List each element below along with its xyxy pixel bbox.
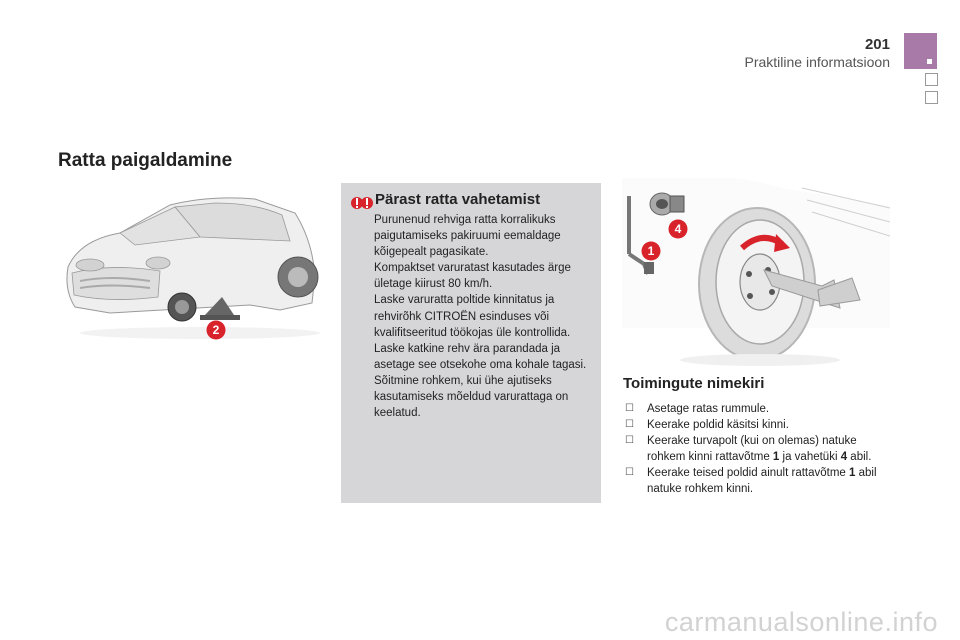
chapter-tab[interactable] [925, 91, 938, 104]
warning-icon [351, 193, 373, 213]
watermark: carmanualsonline.info [664, 607, 938, 637]
warning-title: Pärast ratta vahetamist [375, 191, 541, 208]
checkbox-icon: ☐ [625, 435, 634, 446]
callout-label: 2 [212, 323, 220, 338]
callout-1-icon [641, 241, 661, 261]
callout-4-icon [668, 219, 688, 239]
callout-label: 1 [647, 244, 655, 259]
chapter-tab[interactable] [925, 73, 938, 86]
page-title: Ratta paigaldamine [58, 150, 233, 171]
list-item: ☐ Asetage ratas rummule. [625, 403, 770, 415]
page-number: 201 [864, 36, 890, 53]
checkbox-icon: ☐ [625, 467, 634, 478]
section-title: Praktiline informatsioon [744, 54, 890, 70]
checkbox-icon: ☐ [625, 403, 634, 414]
callout-label: 4 [674, 222, 682, 237]
car-illustration [50, 185, 330, 345]
tab-marker-icon [927, 59, 932, 64]
warning-panel [341, 183, 601, 503]
steps-title: Toimingute nimekiri [623, 375, 765, 392]
wheel-illustration [622, 178, 890, 368]
list-item: ☐ Keerake turvapolt (kui on olemas) natuke rohkem kinni rattavõtme 1 ja vahetüki 4 abil. [625, 435, 872, 463]
warning-text: Purunenud rehviga ratta korralikuks paigutamiseks pakiruumi eemaldage kõigepealt pagasikate. Kompaktset varuratast kasutades ärge ületage kiirust 80 km/h. Laske varuratta poltide kinnitatus ja rehvirõhk CITROËN esinduses või kvalifitseeritud töökojas üle kontrollida. Laske katkine rehv ära parandada ja asetage see otsekohe oma kohale tagasi. Sõitmine rohkem, kui ühe ajutiseks kasutamiseks mõeldud varurattaga on keelatud. [374, 214, 587, 420]
steps-list [623, 401, 893, 497]
list-item: ☐ Keerake teised poldid ainult rattavõtme 1 abil natuke rohkem kinni. [625, 467, 877, 495]
list-item: ☐ Keerake poldid käsitsi kinni. [625, 419, 789, 431]
chapter-tab-active[interactable] [904, 33, 937, 69]
checkbox-icon: ☐ [625, 419, 634, 430]
callout-2-icon [206, 320, 226, 340]
